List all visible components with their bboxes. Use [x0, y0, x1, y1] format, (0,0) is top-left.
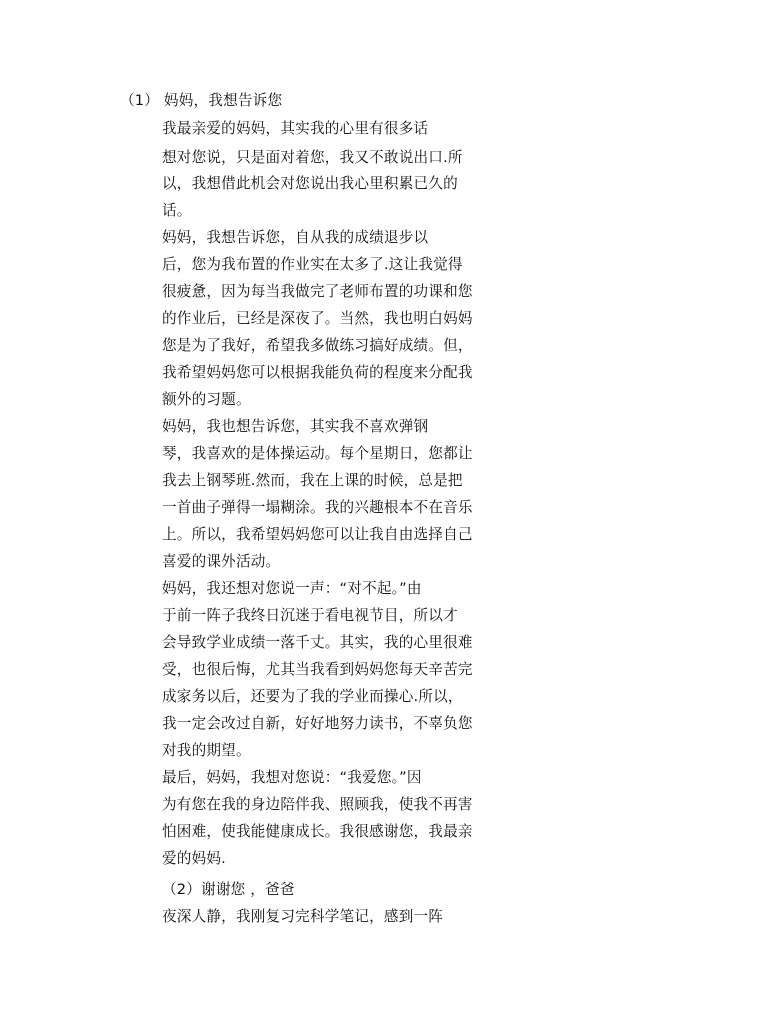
text-line: 我最亲爱的妈妈，其实我的心里有很多话: [162, 120, 429, 137]
text-line: 的作业后，已经是深夜了。当然，我也明白妈妈: [162, 310, 473, 327]
text-line: 您是为了我好，希望我多做练习搞好成绩。但，: [162, 337, 473, 354]
text-line: 爱的妈妈.: [162, 850, 227, 867]
heading-2: （2）谢谢您 ，爸爸: [162, 881, 295, 898]
text-line: 成家务以后，还要为了我的学业而操心.所以，: [162, 688, 463, 705]
text-line: 额外的习题。: [162, 391, 251, 408]
text-line: 上。所以，我希望妈妈您可以让我自由选择自己: [162, 526, 473, 543]
text-line: 妈妈，我也想告诉您，其实我不喜欢弹钢: [162, 418, 429, 435]
text-line: 喜爱的课外活动。: [162, 553, 281, 570]
text-line: 对我的期望。: [162, 742, 251, 759]
text-line: 话。: [162, 202, 192, 219]
text-line: 我希望妈妈您可以根据我能负荷的程度来分配我: [162, 364, 473, 381]
text-line: 会导致学业成绩一落千丈。其实，我的心里很难: [162, 634, 473, 651]
text-line: 受，也很后悔，尤其当我看到妈妈您每天辛苦完: [162, 661, 473, 678]
text-line: 夜深人静，我刚复习完科学笔记，感到一阵: [162, 908, 444, 925]
text-line: 于前一阵子我终日沉迷于看电视节目，所以才: [162, 607, 458, 624]
text-line: 妈妈，我还想对您说一声：“对不起。”由: [162, 580, 422, 597]
text-line: 我一定会改过自新，好好地努力读书，不辜负您: [162, 715, 473, 732]
text-line: 怕困难，使我能健康成长。我很感谢您，我最亲: [162, 823, 473, 840]
text-line: 我去上钢琴班.然而，我在上课的时候，总是把: [162, 472, 463, 489]
text-line: 为有您在我的身边陪伴我、照顾我，使我不再害: [162, 796, 473, 813]
text-line: 妈妈，我想告诉您，自从我的成绩退步以: [162, 229, 429, 246]
text-line: 最后，妈妈，我想对您说：“我爱您。”因: [162, 769, 422, 786]
heading-1: （1） 妈妈，我想告诉您: [120, 92, 283, 109]
text-line: 后，您为我布置的作业实在太多了.这让我觉得: [162, 256, 463, 273]
text-line: 很疲惫，因为每当我做完了老师布置的功课和您: [162, 283, 473, 300]
text-line: 一首曲子弹得一塌糊涂。我的兴趣根本不在音乐: [162, 499, 473, 516]
text-line: 想对您说，只是面对着您，我又不敢说出口.所: [162, 149, 463, 166]
text-line: 琴，我喜欢的是体操运动。每个星期日，您都让: [162, 445, 473, 462]
text-line: 以，我想借此机会对您说出我心里积累已久的: [162, 175, 458, 192]
